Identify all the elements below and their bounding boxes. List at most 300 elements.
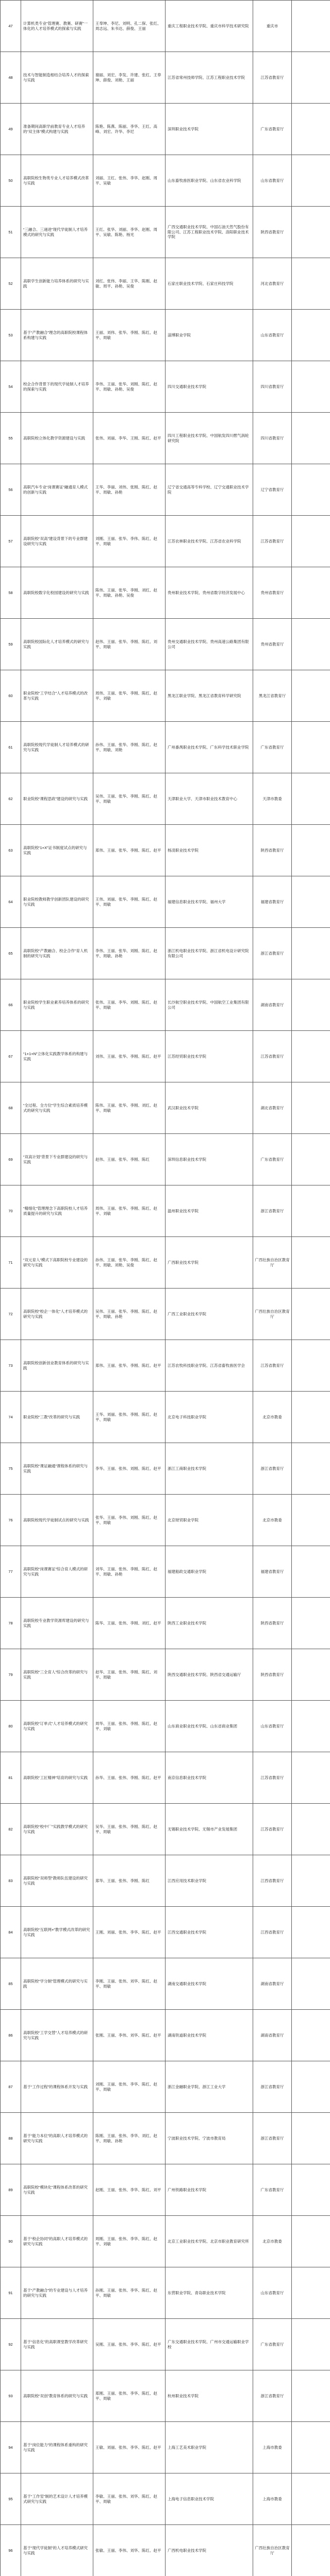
recommending-unit-cell: 湖南省教育厅: [253, 1958, 292, 2010]
empty-cell: [292, 876, 330, 928]
table-row: [1, 619, 330, 670]
empty-cell: [292, 2061, 330, 2113]
project-number-cell: 77: [1, 1546, 21, 1598]
institutions-cell: 陕西交通职业技术学院、陕西省交通运输厅: [166, 1649, 253, 1701]
contributors-cell: 吴华、王丽、张伟、李刚、陈红、赵平、周敏: [93, 1804, 166, 1855]
recommending-unit-cell: 浙江省教育厅: [253, 1443, 292, 1495]
recommending-unit-cell: 湖南省教育厅: [253, 2010, 292, 2061]
recommending-unit-cell: 浙江省教育厅: [253, 2370, 292, 2422]
table-row: [1, 1907, 330, 1958]
project-number-cell: 58: [1, 567, 21, 619]
recommending-unit-cell: 上海市教委: [253, 2473, 292, 2525]
contributors-cell: 吴伟、王丽、张华、李刚、陈红、赵平、周敏: [93, 773, 166, 825]
institutions-cell: 江苏经贸职业技术学院: [166, 1031, 253, 1082]
project-name-cell: 高职院校“双高”建设背景下的专业群建设研究与实践: [21, 516, 93, 567]
institutions-cell: 江苏农林职业技术学院、江苏省农业科学院: [166, 516, 253, 567]
contributors-cell: 王伟、刘丽、张华、李刚、陈红、赵平、周敏: [93, 876, 166, 928]
project-number-cell: 90: [1, 2216, 21, 2267]
project-name-cell: “精细化”管理理念下高职院校人才培养质量提升的研究与实践: [21, 1185, 93, 1237]
project-number-cell: 56: [1, 464, 21, 516]
project-number-cell: 64: [1, 876, 21, 928]
institutions-cell: 杨凌职业技术学院: [166, 825, 253, 876]
table-row: [1, 104, 330, 155]
institutions-cell: 黑龙江职业学院、黑龙江省教育科学研究院: [166, 670, 253, 722]
project-number-cell: 88: [1, 2113, 21, 2164]
contributors-cell: 张敏、王丽、李伟、刘华、陈红、赵平: [93, 2525, 166, 2576]
contributors-cell: 郑华、王丽、张伟、李刚、陈红: [93, 1855, 166, 1907]
institutions-cell: 浙江金融职业学院、浙江工业大学: [166, 2061, 253, 2113]
empty-cell: [292, 1855, 330, 1907]
project-name-cell: 职业院校“工学结合”人才培养模式的改革与实践: [21, 670, 93, 722]
contributors-cell: 张伟、刘丽、李华、王刚、陈红、赵平: [93, 413, 166, 464]
empty-cell: [292, 155, 330, 207]
institutions-cell: 陕西工业职业技术学院: [166, 1598, 253, 1649]
project-name-cell: 高职院校“模块化”课程体系改革的研究与实践: [21, 2164, 93, 2216]
project-number-cell: 59: [1, 619, 21, 670]
institutions-cell: 广州番禺职业技术学院、广东科学技术职业学院: [166, 722, 253, 773]
table-row: [1, 464, 330, 516]
empty-cell: [292, 1082, 330, 1134]
project-name-cell: 高职院校“三全育人”综合改革的研究与实践: [21, 1649, 93, 1701]
project-number-cell: 53: [1, 310, 21, 361]
contributors-cell: 孙华、王丽、张伟、李刚、陈红、赵平: [93, 1752, 166, 1804]
project-number-cell: 84: [1, 1907, 21, 1958]
empty-cell: [292, 722, 330, 773]
recommending-unit-cell: 山东省教育厅: [253, 310, 292, 361]
institutions-cell: 温州职业技术学院: [166, 1185, 253, 1237]
project-name-cell: 高职院校数字化校园建设的研究与实践: [21, 567, 93, 619]
contributors-cell: 孙刚、王丽、张伟、李华、陈红、赵平、周敏: [93, 2267, 166, 2319]
recommending-unit-cell: 浙江省教育厅: [253, 1185, 292, 1237]
project-name-cell: 基于“产教融合”的专业建设与人才培养的研究与实践: [21, 2267, 93, 2319]
contributors-cell: 王华、刘丽、张伟、李刚、陈红、赵平、周敏: [93, 1392, 166, 1443]
institutions-cell: 江西应用技术职业学院: [166, 1855, 253, 1907]
institutions-cell: 浙江机电职业技术学院、浙江省机电设计研究院有限公司: [166, 928, 253, 979]
recommending-unit-cell: 广东省教育厅: [253, 722, 292, 773]
results-table-body: [1, 1, 330, 2576]
table-row: [1, 2164, 330, 2216]
empty-cell: [292, 52, 330, 104]
project-name-cell: 基于“岗位能力”的课程体系重构的研究与实践: [21, 2422, 93, 2473]
institutions-cell: 广西工业职业技术学院: [166, 1289, 253, 1340]
institutions-cell: 贵州交通职业技术学院、贵州高速公路集团有限公司: [166, 619, 253, 670]
institutions-cell: 广东交通职业技术学院、广州市交通运输职业学校: [166, 2319, 253, 2370]
project-number-cell: 76: [1, 1495, 21, 1546]
project-name-cell: 高职院校生物类专业人才培养模式改革与实践: [21, 155, 93, 207]
recommending-unit-cell: 上海市教委: [253, 2422, 292, 2473]
project-name-cell: 准备期间高职学前教育专业人才培养的“双主体”模式构建与实践: [21, 104, 93, 155]
table-row: [1, 2010, 330, 2061]
contributors-cell: 赵伟、王丽、张华、李刚、陈红: [93, 1134, 166, 1185]
project-number-cell: 95: [1, 2473, 21, 2525]
project-number-cell: 73: [1, 1340, 21, 1392]
table-row: [1, 1752, 330, 1804]
table-row: [1, 773, 330, 825]
recommending-unit-cell: 福建省教育厅: [253, 1546, 292, 1598]
empty-cell: [292, 1, 330, 52]
contributors-cell: 刘刚、王丽、张伟、李华、陈红、赵平、周敏: [93, 2061, 166, 2113]
project-name-cell: 高职院校“工学交替”人才培养模式的研究与实践: [21, 2010, 93, 2061]
empty-cell: [292, 1958, 330, 2010]
table-row: [1, 258, 330, 310]
recommending-unit-cell: 重庆市: [253, 1, 292, 52]
project-name-cell: 高职院校“1+X”证书制度试点的研究与实践: [21, 825, 93, 876]
table-row: [1, 1546, 330, 1598]
project-number-cell: 62: [1, 773, 21, 825]
contributors-cell: 王敏、刘丽、张伟、李华、陈红、赵平: [93, 2422, 166, 2473]
table-row: [1, 670, 330, 722]
table-row: [1, 979, 330, 1031]
recommending-unit-cell: 辽宁省教育厅: [253, 464, 292, 516]
empty-cell: [292, 104, 330, 155]
table-row: [1, 2319, 330, 2370]
table-row: [1, 1855, 330, 1907]
table-row: [1, 310, 330, 361]
project-number-cell: 48: [1, 52, 21, 104]
empty-cell: [292, 1392, 330, 1443]
project-name-cell: “双元育人”模式下高职院校专业建设的研究与实践: [21, 1237, 93, 1289]
project-name-cell: 高职学生创新能力培养体系的研究与实践: [21, 258, 93, 310]
contributors-cell: 周伟、王丽、张华、李刚、陈红、赵平、刘敏: [93, 1185, 166, 1237]
project-number-cell: 55: [1, 413, 21, 464]
project-name-cell: 基于“现代学徒制”的人才培养模式研究与实践: [21, 2525, 93, 2576]
recommending-unit-cell: 北京市教委: [253, 1392, 292, 1443]
table-row: [1, 516, 330, 567]
recommending-unit-cell: 陕西省教育厅: [253, 207, 292, 258]
project-name-cell: 高职院校创新创业教育体系的研究与实践: [21, 1340, 93, 1392]
contributors-cell: 赵伟、王丽、张华、李刚、陈红、刘平、周敏: [93, 619, 166, 670]
project-name-cell: 高职院校国际化人才培养模式的研究与实践: [21, 619, 93, 670]
recommending-unit-cell: 广西壮族自治区教育厅: [253, 1237, 292, 1289]
table-row: [1, 1340, 330, 1392]
contributors-cell: 陈伟、王丽、张华、李刚、刘红、赵平、周敏、孙艳、吴俊: [93, 567, 166, 619]
institutions-cell: 石家庄职业技术学院、石家庄科技学院: [166, 258, 253, 310]
contributors-cell: 陈华、王丽、张伟、李刚、刘红、赵平: [93, 1598, 166, 1649]
project-number-cell: 52: [1, 258, 21, 310]
project-number-cell: 75: [1, 1443, 21, 1495]
table-row: [1, 1804, 330, 1855]
recommending-unit-cell: 广西壮族自治区教育厅: [253, 1289, 292, 1340]
institutions-cell: 四川交通职业技术学院: [166, 361, 253, 413]
institutions-cell: 长沙航空职业技术学院、中国航空工业集团有限公司: [166, 979, 253, 1031]
table-row: [1, 1134, 330, 1185]
project-number-cell: 66: [1, 979, 21, 1031]
empty-cell: [292, 2422, 330, 2473]
contributors-cell: 李华、王丽、张伟、刘刚、陈红、赵平: [93, 1443, 166, 1495]
empty-cell: [292, 1495, 330, 1546]
project-number-cell: 91: [1, 2267, 21, 2319]
project-number-cell: 96: [1, 2525, 21, 2576]
recommending-unit-cell: 陕西省教育厅: [253, 825, 292, 876]
project-number-cell: 63: [1, 825, 21, 876]
table-row: [1, 2525, 330, 2576]
recommending-unit-cell: 广东省教育厅: [253, 2319, 292, 2370]
table-row: [1, 1, 330, 52]
project-number-cell: 82: [1, 1804, 21, 1855]
institutions-cell: 山东商业职业技术学院、山东省商业集团: [166, 1701, 253, 1752]
institutions-cell: 北京电子科技职业学院: [166, 1392, 253, 1443]
project-name-cell: 高职院校“产教融合、校企合作”育人机制的研究与实践: [21, 928, 93, 979]
recommending-unit-cell: 江西省教育厅: [253, 1907, 292, 1958]
empty-cell: [292, 464, 330, 516]
project-name-cell: “1+1+N”立体化实践教学体系的构建与实践: [21, 1031, 93, 1082]
project-name-cell: 高职院校“互联网+”教学模式改革的研究与实践: [21, 1907, 93, 1958]
recommending-unit-cell: 广西壮族自治区教育厅: [253, 2525, 292, 2576]
recommending-unit-cell: 江苏省教育厅: [253, 1340, 292, 1392]
contributors-cell: 郑刚、王丽、张伟、李华、陈红、赵平、周敏: [93, 2370, 166, 2422]
empty-cell: [292, 567, 330, 619]
empty-cell: [292, 2319, 330, 2370]
project-name-cell: 技术与智能制造相结合培养人才的探索与实践: [21, 52, 93, 104]
table-row: [1, 1958, 330, 2010]
contributors-cell: 李伟、王丽、张华、刘刚、陈红、赵平、周敏、孙艳: [93, 928, 166, 979]
table-row: [1, 2216, 330, 2267]
empty-cell: [292, 1598, 330, 1649]
empty-cell: [292, 413, 330, 464]
project-name-cell: 高职院校“课证融通”课程体系的研究与实践: [21, 1443, 93, 1495]
project-name-cell: “双高计划”背景下专业群建设的研究与实践: [21, 1134, 93, 1185]
recommending-unit-cell: 贵州省教育厅: [253, 567, 292, 619]
empty-cell: [292, 1701, 330, 1752]
project-name-cell: 高职院校“工匠精神”培育的研究与实践: [21, 1752, 93, 1804]
recommending-unit-cell: 江苏省教育厅: [253, 1031, 292, 1082]
table-row: [1, 1649, 330, 1701]
contributors-cell: 周刚、王丽、张伟、李华、陈红、赵平、刘敏: [93, 2216, 166, 2267]
empty-cell: [292, 2525, 330, 2576]
empty-cell: [292, 2010, 330, 2061]
institutions-cell: 湖南铁道职业技术学院: [166, 2010, 253, 2061]
table-row: [1, 1598, 330, 1649]
recommending-unit-cell: 江苏省教育厅: [253, 516, 292, 567]
empty-cell: [292, 619, 330, 670]
recommending-unit-cell: 浙江省教育厅: [253, 2061, 292, 2113]
contributors-cell: 王奉坤、李尼、刘明、孔二保、张红、周志远、朱书达、薛俊、王丽: [93, 1, 166, 52]
contributors-cell: 赵华、王丽、张伟、李刚、陈红、刘平、周敏: [93, 1649, 166, 1701]
empty-cell: [292, 361, 330, 413]
project-name-cell: 校企合作背景下的现代学徒制人才培养的探索与实践: [21, 361, 93, 413]
table-row: [1, 928, 330, 979]
institutions-cell: 宁波职业技术学院、宁波市教育局: [166, 2113, 253, 2164]
institutions-cell: 重庆工程职业技术学院、重庆市科学技术研究院: [166, 1, 253, 52]
contributors-cell: 张伟、王丽、李华、刘刚、陈红、赵平、周敏: [93, 979, 166, 1031]
institutions-cell: 广西职业技术学院: [166, 1237, 253, 1289]
project-number-cell: 72: [1, 1289, 21, 1340]
project-number-cell: 57: [1, 516, 21, 567]
contributors-cell: 王红、张华、刘丽、李华、赵刚、周平、吴敏、陈艳、杨光: [93, 207, 166, 258]
empty-cell: [292, 1237, 330, 1289]
institutions-cell: 天津职业大学、天津市职业技术教育中心: [166, 773, 253, 825]
institutions-cell: 江苏农牧科技职业学院、江苏省畜牧兽医学会: [166, 1340, 253, 1392]
recommending-unit-cell: 广东省教育厅: [253, 2164, 292, 2216]
institutions-cell: 广西交通职业技术学院、中国石油天然气股份有限公司、江苏工程职业技术学院、洛阳职业技术学院: [166, 207, 253, 258]
contributors-cell: 刘红、张伟、李丽、王华、陈刚、赵敏、周平、孙艳、吴俊: [93, 258, 166, 310]
project-name-cell: 高职院校立体化教学资源建设与实践: [21, 413, 93, 464]
empty-cell: [292, 310, 330, 361]
table-row: [1, 2473, 330, 2525]
project-number-cell: 89: [1, 2164, 21, 2216]
project-number-cell: 71: [1, 1237, 21, 1289]
contributors-cell: 刘华、王丽、张伟、李刚、陈红、赵平、周敏、孙艳: [93, 1546, 166, 1598]
table-row: [1, 1082, 330, 1134]
recommending-unit-cell: 江苏省教育厅: [253, 1752, 292, 1804]
institutions-cell: 上海工艺美术职业学院: [166, 2422, 253, 2473]
project-number-cell: 68: [1, 1082, 21, 1134]
contributors-cell: 周伟、王丽、张华、李刚、陈红、赵平、刘敏: [93, 670, 166, 722]
project-number-cell: 87: [1, 2061, 21, 2113]
recommending-unit-cell: 北京市教委: [253, 2216, 292, 2267]
empty-cell: [292, 2164, 330, 2216]
project-name-cell: 职业院校“课程思政”建设的研究与实践: [21, 773, 93, 825]
recommending-unit-cell: 山东省教育厅: [253, 2267, 292, 2319]
recommending-unit-cell: 湖南省教育厅: [253, 979, 292, 1031]
contributors-cell: 陈伟、王丽、张华、李刚、刘红、赵平、周敏: [93, 1082, 166, 1134]
table-row: [1, 2061, 330, 2113]
recommending-unit-cell: 北京市教委: [253, 1495, 292, 1546]
institutions-cell: 广州铁路职业技术学院: [166, 2164, 253, 2216]
empty-cell: [292, 928, 330, 979]
table-row: [1, 2422, 330, 2473]
recommending-unit-cell: 四川省教育厅: [253, 413, 292, 464]
project-name-cell: 高职院校“岗课赛证”综合育人模式的研究与实践: [21, 1546, 93, 1598]
table-row: [1, 1392, 330, 1443]
table-row: [1, 1443, 330, 1495]
institutions-cell: 福建船政交通职业学院: [166, 1546, 253, 1598]
project-number-cell: 61: [1, 722, 21, 773]
institutions-cell: 南京信息职业技术学院: [166, 1752, 253, 1804]
recommending-unit-cell: 陕西省教育厅: [253, 1649, 292, 1701]
empty-cell: [292, 1907, 330, 1958]
project-name-cell: 基于“能力本位”的高职人才培养模式的研究与实践: [21, 2113, 93, 2164]
recommending-unit-cell: 黑龙江省教育厅: [253, 670, 292, 722]
project-number-cell: 78: [1, 1598, 21, 1649]
project-number-cell: 47: [1, 1, 21, 52]
contributors-cell: 陈刚、王丽、张伟、李华、刘红、赵平、周敏、孙艳: [93, 2113, 166, 2164]
empty-cell: [292, 1804, 330, 1855]
recommending-unit-cell: 陕西省教育厅: [253, 1598, 292, 1649]
institutions-cell: 淄博职业学院: [166, 310, 253, 361]
project-number-cell: 92: [1, 2319, 21, 2370]
project-number-cell: 74: [1, 1392, 21, 1443]
table-row: [1, 1289, 330, 1340]
project-number-cell: 67: [1, 1031, 21, 1082]
recommending-unit-cell: 山东省教育厅: [253, 155, 292, 207]
table-row: [1, 825, 330, 876]
empty-cell: [292, 773, 330, 825]
empty-cell: [292, 1185, 330, 1237]
project-name-cell: 职业院校“三教”改革的研究与实践: [21, 1392, 93, 1443]
project-number-cell: 69: [1, 1134, 21, 1185]
empty-cell: [292, 1649, 330, 1701]
table-row: [1, 2267, 330, 2319]
table-row: [1, 2370, 330, 2422]
table-row: [1, 1701, 330, 1752]
contributors-cell: 李刚、王丽、张伟、刘华、陈红、赵平、周敏: [93, 1958, 166, 2010]
empty-cell: [292, 979, 330, 1031]
contributors-cell: 赵刚、王丽、张伟、李华、陈红、刘平: [93, 2164, 166, 2216]
recommending-unit-cell: 广东省教育厅: [253, 1134, 292, 1185]
empty-cell: [292, 2370, 330, 2422]
contributors-cell: 陈艳、陈燕、陈丽、李华、王红、高峰、刘宏、许华、李尼: [93, 104, 166, 155]
project-number-cell: 70: [1, 1185, 21, 1237]
project-name-cell: 高职院校现代学徒制人才培养模式的研究与实践: [21, 722, 93, 773]
institutions-cell: 武汉职业技术学院: [166, 1082, 253, 1134]
project-name-cell: 高职汽车专业“岗课赛证”融通育人模式的创新与实践: [21, 464, 93, 516]
table-row: [1, 1031, 330, 1082]
contributors-cell: 谢丽、刘宏、李发、许建、张红、王奉坤、薛俊、刘艳、王丽: [93, 52, 166, 104]
contributors-cell: 张刚、王丽、李伟、刘华、陈红、赵平: [93, 2010, 166, 2061]
project-number-cell: 49: [1, 104, 21, 155]
project-name-cell: 基于“工作过程”的课程体系开发与实践: [21, 2061, 93, 2113]
institutions-cell: 无锡职业技术学院、无锡市产业发展集团: [166, 1804, 253, 1855]
empty-cell: [292, 1443, 330, 1495]
institutions-cell: 辽宁省交通高等专科学校、辽宁交通职业技术学院: [166, 464, 253, 516]
institutions-cell: 深圳职业技术学院: [166, 104, 253, 155]
recommending-unit-cell: 广东省教育厅: [253, 104, 292, 155]
project-number-cell: 50: [1, 155, 21, 207]
project-name-cell: “全过程、全方位”学生综合素质培养模式的研究与实践: [21, 1082, 93, 1134]
empty-cell: [292, 2267, 330, 2319]
project-number-cell: 85: [1, 1958, 21, 2010]
project-name-cell: 高职院校“校企一体化”人才培养模式的研究与实践: [21, 1289, 93, 1340]
empty-cell: [292, 207, 330, 258]
project-number-cell: 54: [1, 361, 21, 413]
institutions-cell: 杭州职业技术学院: [166, 2370, 253, 2422]
project-number-cell: 65: [1, 928, 21, 979]
recommending-unit-cell: 浙江省教育厅: [253, 928, 292, 979]
institutions-cell: 湖南交通职业技术学院: [166, 1958, 253, 2010]
contributors-cell: 刘伟、王丽、张华、李刚、陈红、赵平: [93, 1031, 166, 1082]
empty-cell: [292, 670, 330, 722]
recommending-unit-cell: 福建省教育厅: [253, 876, 292, 928]
project-number-cell: 51: [1, 207, 21, 258]
table-row: [1, 207, 330, 258]
contributors-cell: 吴伟、王丽、张华、李刚、陈红、赵平、周敏、孙艳: [93, 1289, 166, 1340]
project-name-cell: 高职院校现代学徒制试点的研究与实践: [21, 1495, 93, 1546]
recommending-unit-cell: 四川省教育厅: [253, 361, 292, 413]
institutions-cell: 江西交通职业技术学院: [166, 1907, 253, 1958]
institutions-cell: 东营职业学院、青岛职业技术学院: [166, 2267, 253, 2319]
contributors-cell: 李伟、王丽、张华、刘刚、陈红、赵平、周敏、孙艳、吴俊: [93, 361, 166, 413]
project-number-cell: 83: [1, 1855, 21, 1907]
institutions-cell: 四川工程职业技术学院、中国航发四川燃气涡轮研究院: [166, 413, 253, 464]
institutions-cell: 山东畜牧兽医职业学院、山东省农业科学院: [166, 155, 253, 207]
institutions-cell: 江苏省常州技师学院、江苏工程职业技术学院: [166, 52, 253, 104]
table-row: [1, 361, 330, 413]
table-row: [1, 722, 330, 773]
empty-cell: [292, 1752, 330, 1804]
project-number-cell: 79: [1, 1649, 21, 1701]
empty-cell: [292, 1546, 330, 1598]
contributors-cell: 李敏、王丽、张伟、刘华、陈红、赵平、周敏: [93, 2473, 166, 2525]
contributors-cell: 孙伟、王丽、张华、李刚、陈红、赵平、周敏、刘艳: [93, 722, 166, 773]
empty-cell: [292, 258, 330, 310]
table-row: [1, 1237, 330, 1289]
table-row: [1, 567, 330, 619]
project-name-cell: 高职院校“订单式”人才培养模式的研究与实践: [21, 1701, 93, 1752]
project-name-cell: 基于“信息化”的高职课堂教学改革研究与实践: [21, 2319, 93, 2370]
contributors-cell: 吴刚、王丽、张伟、李华、陈红、赵平: [93, 2319, 166, 2370]
empty-cell: [292, 2473, 330, 2525]
table-row: [1, 155, 330, 207]
contributors-cell: 王丽、刘伟、张华、李刚、陈红、赵平、周敏: [93, 310, 166, 361]
empty-cell: [292, 516, 330, 567]
recommending-unit-cell: 江西省教育厅: [253, 1855, 292, 1907]
recommending-unit-cell: 山东省教育厅: [253, 1701, 292, 1752]
recommending-unit-cell: 河北省教育厅: [253, 258, 292, 310]
institutions-cell: 上海电子信息职业技术学院: [166, 2473, 253, 2525]
institutions-cell: 北京工业职业技术学院、北京市职业教育研究所: [166, 2216, 253, 2267]
empty-cell: [292, 2113, 330, 2164]
